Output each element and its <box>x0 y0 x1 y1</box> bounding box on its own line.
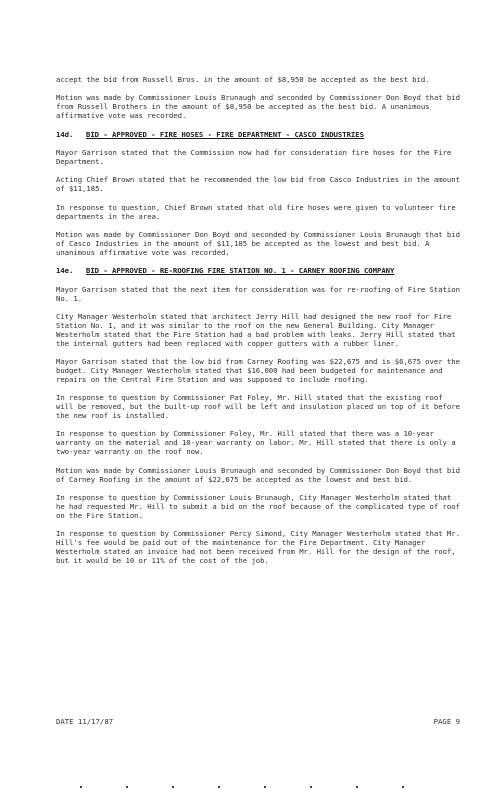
paragraph: Mayor Garrison stated that the Commission now had for consideration fire hoses for the Fire Department. <box>56 148 452 166</box>
scan-dot <box>310 786 312 788</box>
scan-dot <box>264 786 266 788</box>
paragraph: Motion was made by Commissioner Don Boyd and seconded by Commissioner Louis Brunaugh that bid of Casco Industries in the amount of $11,185 be accepted as the lowest and best bid. A unanimous affirmative vote was recorded. <box>56 229 460 257</box>
paragraph: In response to question by Commissioner Foley, Mr. Hill stated that there was a 10-year warranty on the material and 10-year warranty on labor. Mr. Hill stated that there is only a two-year warranty on the roof now. <box>56 429 456 457</box>
scan-dot <box>126 786 128 788</box>
paragraph: Motion was made by Commissioner Louis Brunaugh and seconded by Commissioner Don Boyd that bid of Carney Roofing in the amount of $22,675 be accepted as the lowest and best bid. <box>56 465 460 484</box>
scan-dot <box>402 786 404 788</box>
paragraph: In response to question by Commissioner Pat Foley, Mr. Hill stated that the existing roof will be removed, but the built-up roof will be left and insulation placed on top of it before the new roof is installed. <box>56 393 460 421</box>
paragraph: Mayor Garrison stated that the low bid from Carney Roofing was $22,675 and is $6,675 over the budget. City Manager Westerholm stated that $16,000 had been budgeted for maintenance and repairs on the Central Fire Station and was supposed to include roofing. <box>56 357 460 384</box>
scan-dot <box>172 786 174 788</box>
paragraph: accept the bid from Russell Bros. in the amount of $8,950 be accepted as the best bid. <box>56 75 430 84</box>
scan-edge-marks <box>0 786 487 790</box>
paragraph: In response to question by Commissioner Louis Brunaugh, City Manager Westerholm stated that he had requested Mr. Hill to submit a bid on the roof because of the complicated type of roof on the Fire Station. <box>56 493 460 520</box>
paragraph: City Manager Westerholm stated that architect Jerry Hill had designed the new roof for Fire Station No. 1, and it was similar to the roof on the new General Building. City Manager Westerholm stated that the Fire Station had a bad problem with leaks. Jerry Hill stated that the internal gutters had been replaced with copper gutters with a rubber liner. <box>56 311 456 348</box>
paragraph: In response to question by Commissioner Percy Simond, City Manager Westerholm stated that Mr. Hill's fee would be paid out of the maintenance for the Fire Department. City Manager Westerholm stated an invoice had not been received from Mr. Hill for the design of the roof, but it would be 10 or 11% of the cost of the job. <box>56 529 460 565</box>
footer-page-number: PAGE 9 <box>433 717 460 726</box>
paragraph: Mayor Garrison stated that the next item for consideration was for re-roofing of Fire Station No. 1. <box>56 284 460 303</box>
scan-dot <box>80 786 82 788</box>
section-heading-14e <box>56 267 460 276</box>
paragraph: Acting Chief Brown stated that he recommended the low bid from Casco Industries in the amount of $11,185. <box>56 175 460 194</box>
section-number: 14d. <box>56 129 74 139</box>
minutes-body <box>56 76 460 575</box>
section-number: 14e. <box>56 266 74 276</box>
footer-date: DATE 11/17/87 <box>56 717 114 726</box>
scan-dot <box>356 786 358 788</box>
section-heading-14d <box>56 131 460 140</box>
section-title: BID - APPROVED - RE-ROOFING FIRE STATION NO. 1 - CARNEY ROOFING COMPANY <box>86 266 395 276</box>
page-footer <box>56 718 460 727</box>
section-title: BID - APPROVED - FIRE HOSES - FIRE DEPARTMENT - CASCO INDUSTRIES <box>86 129 364 139</box>
scan-dot <box>218 786 220 788</box>
paragraph: In response to question, Chief Brown stated that old fire hoses were given to volunteer fire departments in the area. <box>56 202 456 221</box>
paragraph: Motion was made by Commissioner Louis Brunaugh and seconded by Commissioner Don Boyd that bid from Russell Brothers in the amount of $8,950 be accepted as the best bid. A unanimous affirmative vote was recorded. <box>56 93 460 121</box>
